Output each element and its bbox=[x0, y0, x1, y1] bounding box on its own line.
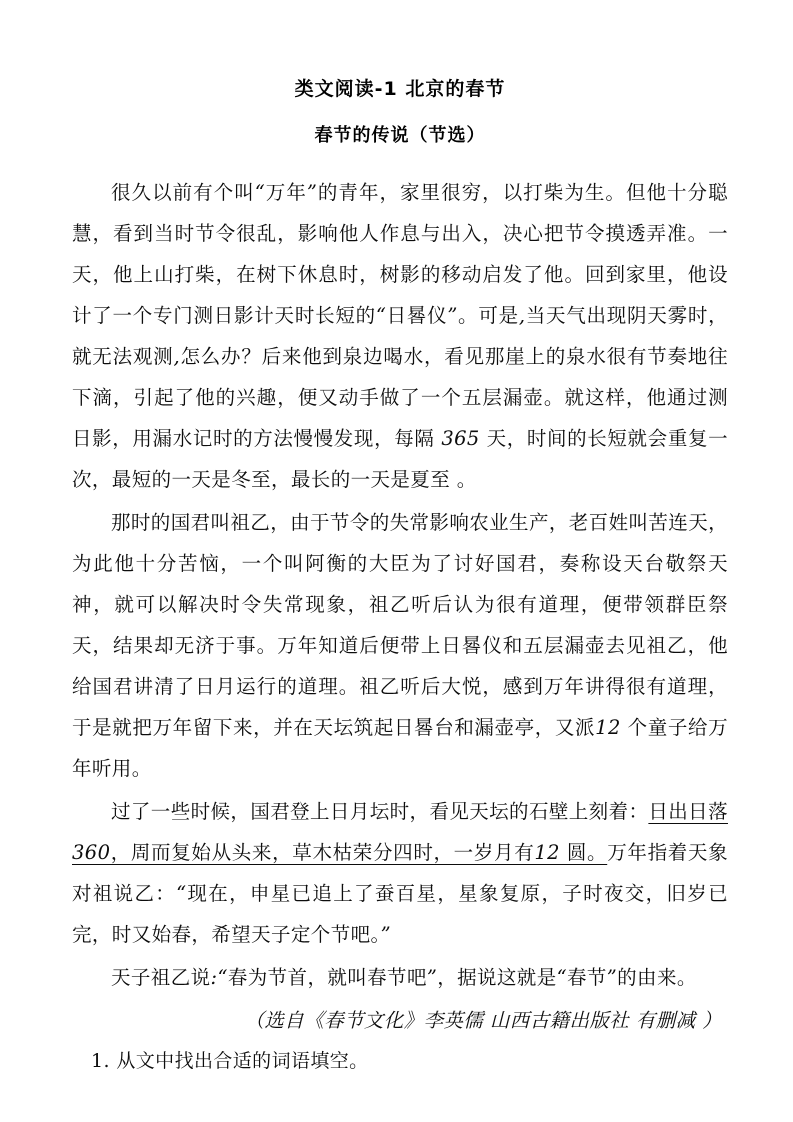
paragraph-3-tail: 万年指着天象对祖说乙：“现在，申星已追上了蚕百星，星象复原，子时夜交，旧岁已完，时又始春，希望天子定个节吧。” bbox=[72, 841, 728, 947]
underlined-inscription: 日出日落 360，周而复始从头来，草木枯荣分四时，一岁月有12 圆。 bbox=[72, 800, 728, 865]
article-body bbox=[72, 172, 728, 1082]
question-1: 1. 从文中找出合适的词语填空。 bbox=[91, 1050, 369, 1073]
page-subtitle: 春节的传说（节选） bbox=[314, 124, 486, 146]
paragraph-3 bbox=[72, 791, 728, 955]
paragraph-1: 很久以前有个叫“万年”的青年，家里很穷，以打柴为生。但他十分聪慧，看到当时节令很乱，影响他人作息与出入，决心把节令摸透弄准。一天，他上山打柴，在树下休息时，树影的移动启发了他。回到家里，他设计了一个专门测日影计天时长短的“日晷仪”。可是,当天气出现阴天雾时，就无法观测,怎么办？后来他到泉边喝水，看见那崖上的泉水很有节奏地往下滴，引起了他的兴趣，便又动手做了一个五层漏壶。就这样，他通过测日影，用漏水记时的方法慢慢发现，每隔 365 天，时间的长短就会重复一次，最短的一天是冬至，最长的一天是夏至 。 bbox=[72, 181, 728, 492]
source-attribution: （选自《春节文化》李英儒 山西古籍出版社 有删减 ） bbox=[244, 1009, 722, 1033]
paragraph-2: 那时的国君叫祖乙，由于节令的失常影响农业生产，老百姓叫苦连天，为此他十分苦恼，一个叫阿衡的大臣为了讨好国君，奏称设天台敬祭天神，就可以解决时令失常现象，祖乙听后认为很有道理，便带领群臣祭天，结果却无济于事。万年知道后便带上日晷仪和五层漏壶去见祖乙，他给国君讲清了日月运行的道理。祖乙听后大悦，感到万年讲得很有道理，于是就把万年留下来，并在天坛筑起日晷台和漏壶亭，又派12 个童子给万年听用。 bbox=[72, 511, 728, 781]
document-content bbox=[72, 0, 728, 1082]
paragraph-3-lead: 过了一些时候，国君登上日月坛时，看见天坛的石壁上刻着： bbox=[111, 800, 649, 824]
page-title: 类文阅读-1 北京的春节 bbox=[294, 78, 506, 100]
paragraph-4: 天子祖乙说:“春为节首，就叫春节吧”，据说这就是“春节”的由来。 bbox=[111, 966, 697, 990]
